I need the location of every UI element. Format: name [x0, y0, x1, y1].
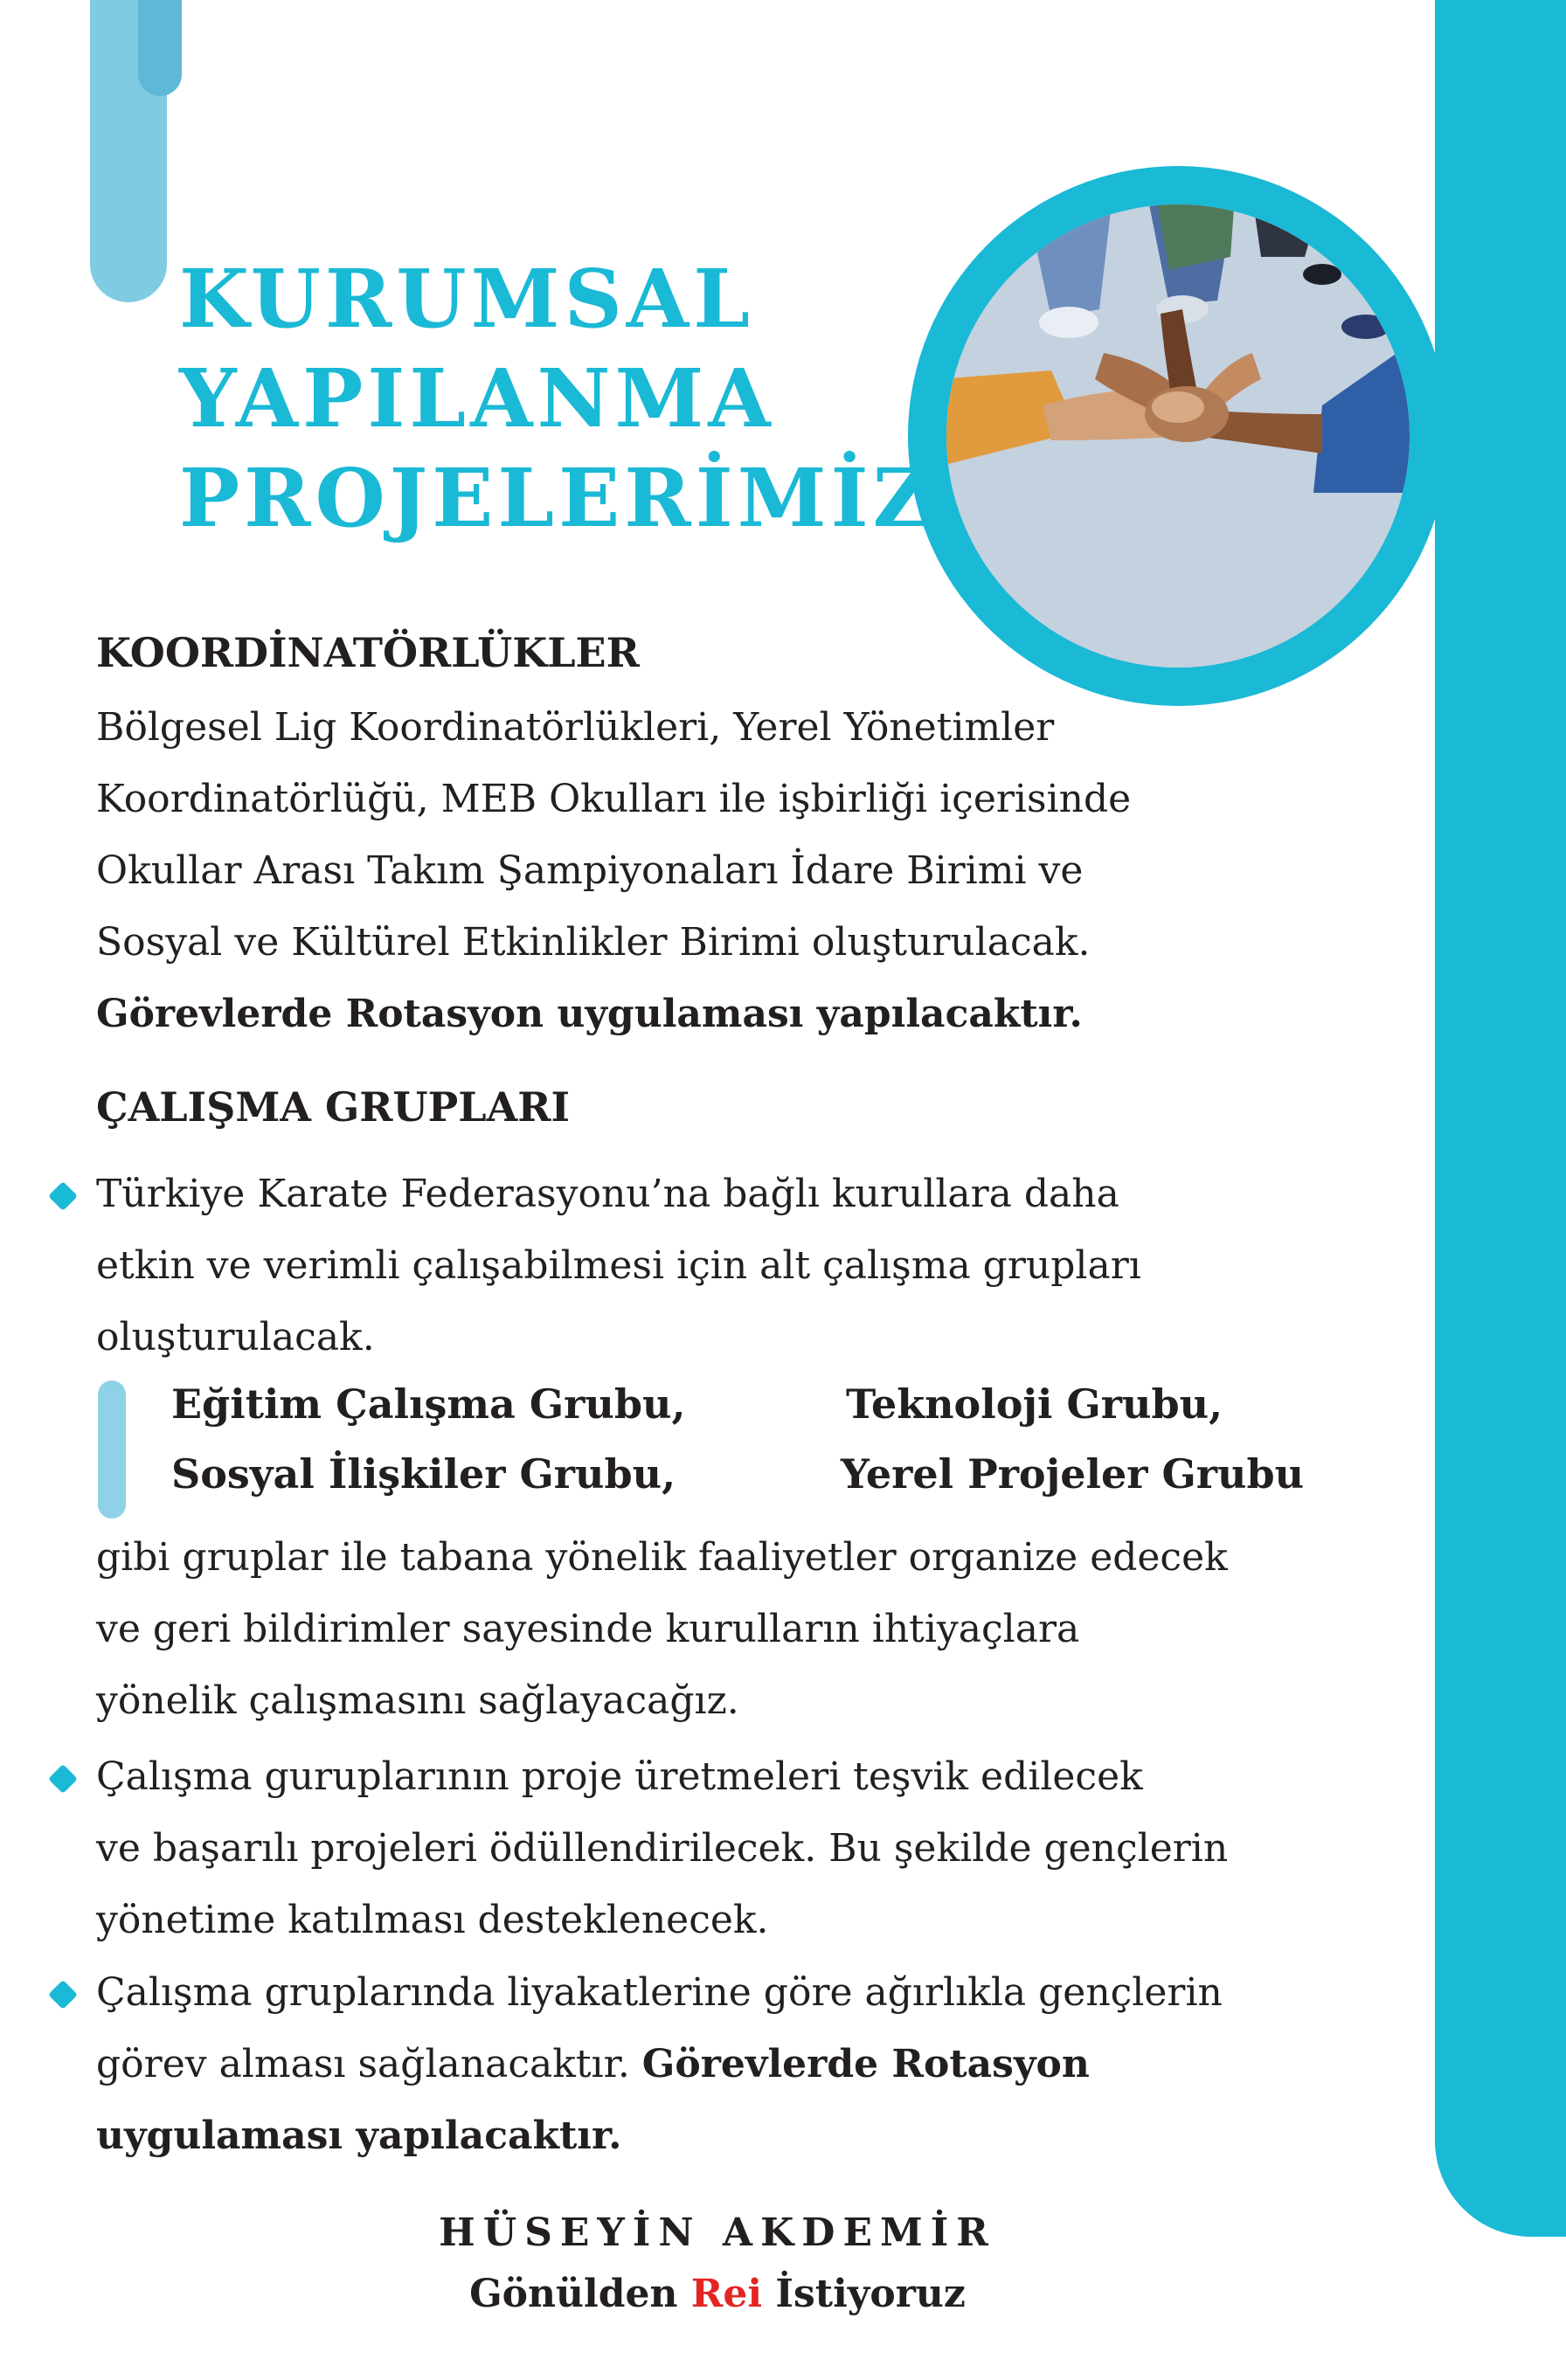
working-groups-bullet-3: [96, 1957, 1223, 2172]
bullet-3-line-1: Çalışma gruplarında liyakatlerine göre ağırlıkla gençlerin: [96, 1970, 1223, 2015]
group-technology: Teknoloji Grubu,: [846, 1380, 1223, 1428]
title-line-2: YAPILANMA: [179, 351, 775, 446]
working-groups-bullet-2: [96, 1741, 1228, 1956]
group-social-relations: Sosyal İlişkiler Grubu,: [171, 1450, 676, 1498]
working-groups-heading: ÇALIŞMA GRUPLARI: [96, 1083, 571, 1131]
working-groups-bullet-1: [96, 1159, 1141, 1373]
after-groups-line-1: gibi gruplar ile tabana yönelik faaliyetler organize edecek: [96, 1535, 1228, 1580]
coordinators-line-2: Koordinatörlüğü, MEB Okulları ile işbirliği içerisinde: [96, 777, 1132, 821]
bullet-1-line-3: oluşturulacak.: [96, 1315, 375, 1360]
slogan-red-word: Rei: [690, 2272, 763, 2316]
title-line-3: PROJELERİMİZ: [179, 451, 936, 545]
slogan-part-2: İstiyoruz: [762, 2272, 966, 2316]
hands-together-icon: [946, 204, 1410, 668]
bullet-diamond-icon: [48, 1764, 78, 1794]
bullet-1-line-2: etkin ve verimli çalışabilmesi için alt çalışma grupları: [96, 1243, 1141, 1288]
bullet-3-line-2-regular: görev alması sağlanacaktır.: [96, 2042, 642, 2086]
footer-slogan: [0, 2272, 1435, 2316]
groups-accent-bar: [98, 1380, 126, 1519]
bullet-2-line-1: Çalışma guruplarının proje üretmeleri teşvik edilecek: [96, 1754, 1143, 1799]
bullet-diamond-icon: [48, 1980, 78, 2010]
group-local-projects: Yerel Projeler Grubu: [841, 1450, 1305, 1498]
coordinators-heading: KOORDİNATÖRLÜKLER: [96, 629, 640, 676]
bullet-3-line-2-bold: Görevlerde Rotasyon: [641, 2042, 1090, 2086]
coordinators-line-1: Bölgesel Lig Koordinatörlükleri, Yerel Yönetimler: [96, 705, 1055, 750]
right-side-panel: [1435, 0, 1566, 2237]
after-groups-paragraph: [96, 1522, 1228, 1737]
bullet-1-line-1: Türkiye Karate Federasyonu’na bağlı kurullara daha: [96, 1172, 1119, 1216]
bullet-3-line-2: [96, 2029, 1223, 2100]
page-title: [179, 249, 936, 548]
group-education: Eğitim Çalışma Grubu,: [171, 1380, 686, 1428]
after-groups-line-3: yönelik çalışmasını sağlayacağız.: [96, 1678, 739, 1723]
hands-together-photo: [946, 204, 1410, 668]
coordinators-bold-line: Görevlerde Rotasyon uygulaması yapılacaktır.: [96, 992, 1083, 1036]
title-line-1: KURUMSAL: [179, 252, 754, 346]
bullet-diamond-icon: [48, 1181, 78, 1211]
footer-name: HÜSEYİN AKDEMİR: [439, 2210, 996, 2255]
bullet-3-line-3: uygulaması yapılacaktır.: [96, 2114, 622, 2158]
coordinators-line-4: Sosyal ve Kültürel Etkinlikler Birimi oluşturulacak.: [96, 920, 1091, 965]
after-groups-line-2: ve geri bildirimler sayesinde kurulların ihtiyaçlara: [96, 1607, 1080, 1651]
top-accent-bar-inner: [138, 0, 182, 96]
bullet-2-line-3: yönetime katılması desteklenecek.: [96, 1898, 769, 1942]
coordinators-paragraph: [96, 692, 1131, 1050]
coordinators-line-3: Okullar Arası Takım Şampiyonaları İdare Birimi ve: [96, 848, 1084, 893]
slogan-part-1: Gönülden: [469, 2272, 691, 2316]
bullet-2-line-2: ve başarılı projeleri ödüllendirilecek. Bu şekilde gençlerin: [96, 1826, 1229, 1871]
